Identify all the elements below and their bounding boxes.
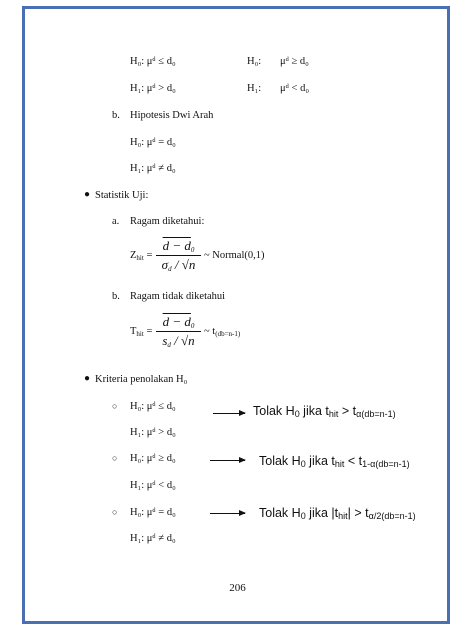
t-denominator: s [162, 333, 168, 348]
circle-bullet-icon: ○ [112, 401, 118, 411]
c2-h1: H₁: μᵈ < d₀ [130, 480, 176, 491]
bullet-icon: ● [84, 373, 91, 384]
c1-h0: H₀: μᵈ ≤ d₀ [130, 401, 176, 412]
circle-bullet-icon: ○ [112, 453, 118, 463]
z-denominator: σ [161, 257, 169, 272]
kriteria-heading: Kriteria penolakan H₀ [95, 374, 188, 385]
z-numerator: d − d [162, 238, 191, 253]
stat-heading: Statistik Uji: [95, 190, 149, 201]
hyp-one-r1-left: H₀: μᵈ ≤ d₀ [130, 56, 176, 67]
hyp-two-marker: b. [112, 110, 120, 121]
t-numerator: d − d [162, 314, 191, 329]
hyp-one-r1-label: H₀: [247, 56, 262, 67]
t-fraction: $d - d_0$ $s_d / √n$ [156, 314, 201, 349]
page-number: 206 [229, 582, 246, 594]
c1-rule: Tolak $H_0$ jika $t_{hit} > t_{\alpha(db=n-1)}$ [253, 404, 396, 419]
hyp-two-heading: Hipotesis Dwi Arah [130, 110, 214, 121]
arrow-right-icon [213, 413, 245, 414]
c3-h0: H₀: μᵈ = d₀ [130, 507, 176, 518]
z-fraction: $d - d_0$ $\sigma_d / √n$ [156, 238, 201, 273]
circle-bullet-icon: ○ [112, 507, 118, 517]
stat-a-label: Ragam diketahui: [130, 216, 205, 227]
hyp-one-r2-right: μᵈ < d₀ [280, 83, 309, 94]
c2-h0: H₀: μᵈ ≥ d₀ [130, 453, 176, 464]
t-lhs: $T_{hit}$ = [130, 326, 153, 338]
bullet-icon: ● [84, 189, 91, 200]
hyp-one-r2-label: H₁: [247, 83, 262, 94]
t-rhs: ~ $t_{(db=n-1)}$ [204, 326, 241, 338]
hyp-two-h1: H₁: μᵈ ≠ d₀ [130, 163, 176, 174]
hyp-two-h0: H₀: μᵈ = d₀ [130, 137, 176, 148]
z-lhs: $Z_{hit}$ = [130, 250, 153, 262]
arrow-right-icon [210, 513, 245, 514]
hyp-one-r1-right: μᵈ ≥ d₀ [280, 56, 309, 67]
stat-a-marker: a. [112, 216, 120, 227]
z-rhs: ~ Normal(0,1) [204, 250, 265, 261]
c3-rule: Tolak $H_0$ jika $|t_{hit}| > t_{\alpha/2(db=n-1)}$ [259, 506, 416, 521]
hyp-one-r2-left: H₁: μᵈ > d₀ [130, 83, 176, 94]
c2-rule: Tolak $H_0$ jika $t_{hit} < t_{1-\alpha(db=n-1)}$ [259, 454, 410, 469]
c1-h1: H₁: μᵈ > d₀ [130, 427, 176, 438]
page-border [22, 6, 450, 624]
stat-b-label: Ragam tidak diketahui [130, 291, 226, 302]
c3-h1: H₁: μᵈ ≠ d₀ [130, 533, 176, 544]
arrow-right-icon [210, 460, 245, 461]
stat-b-marker: b. [112, 291, 120, 302]
